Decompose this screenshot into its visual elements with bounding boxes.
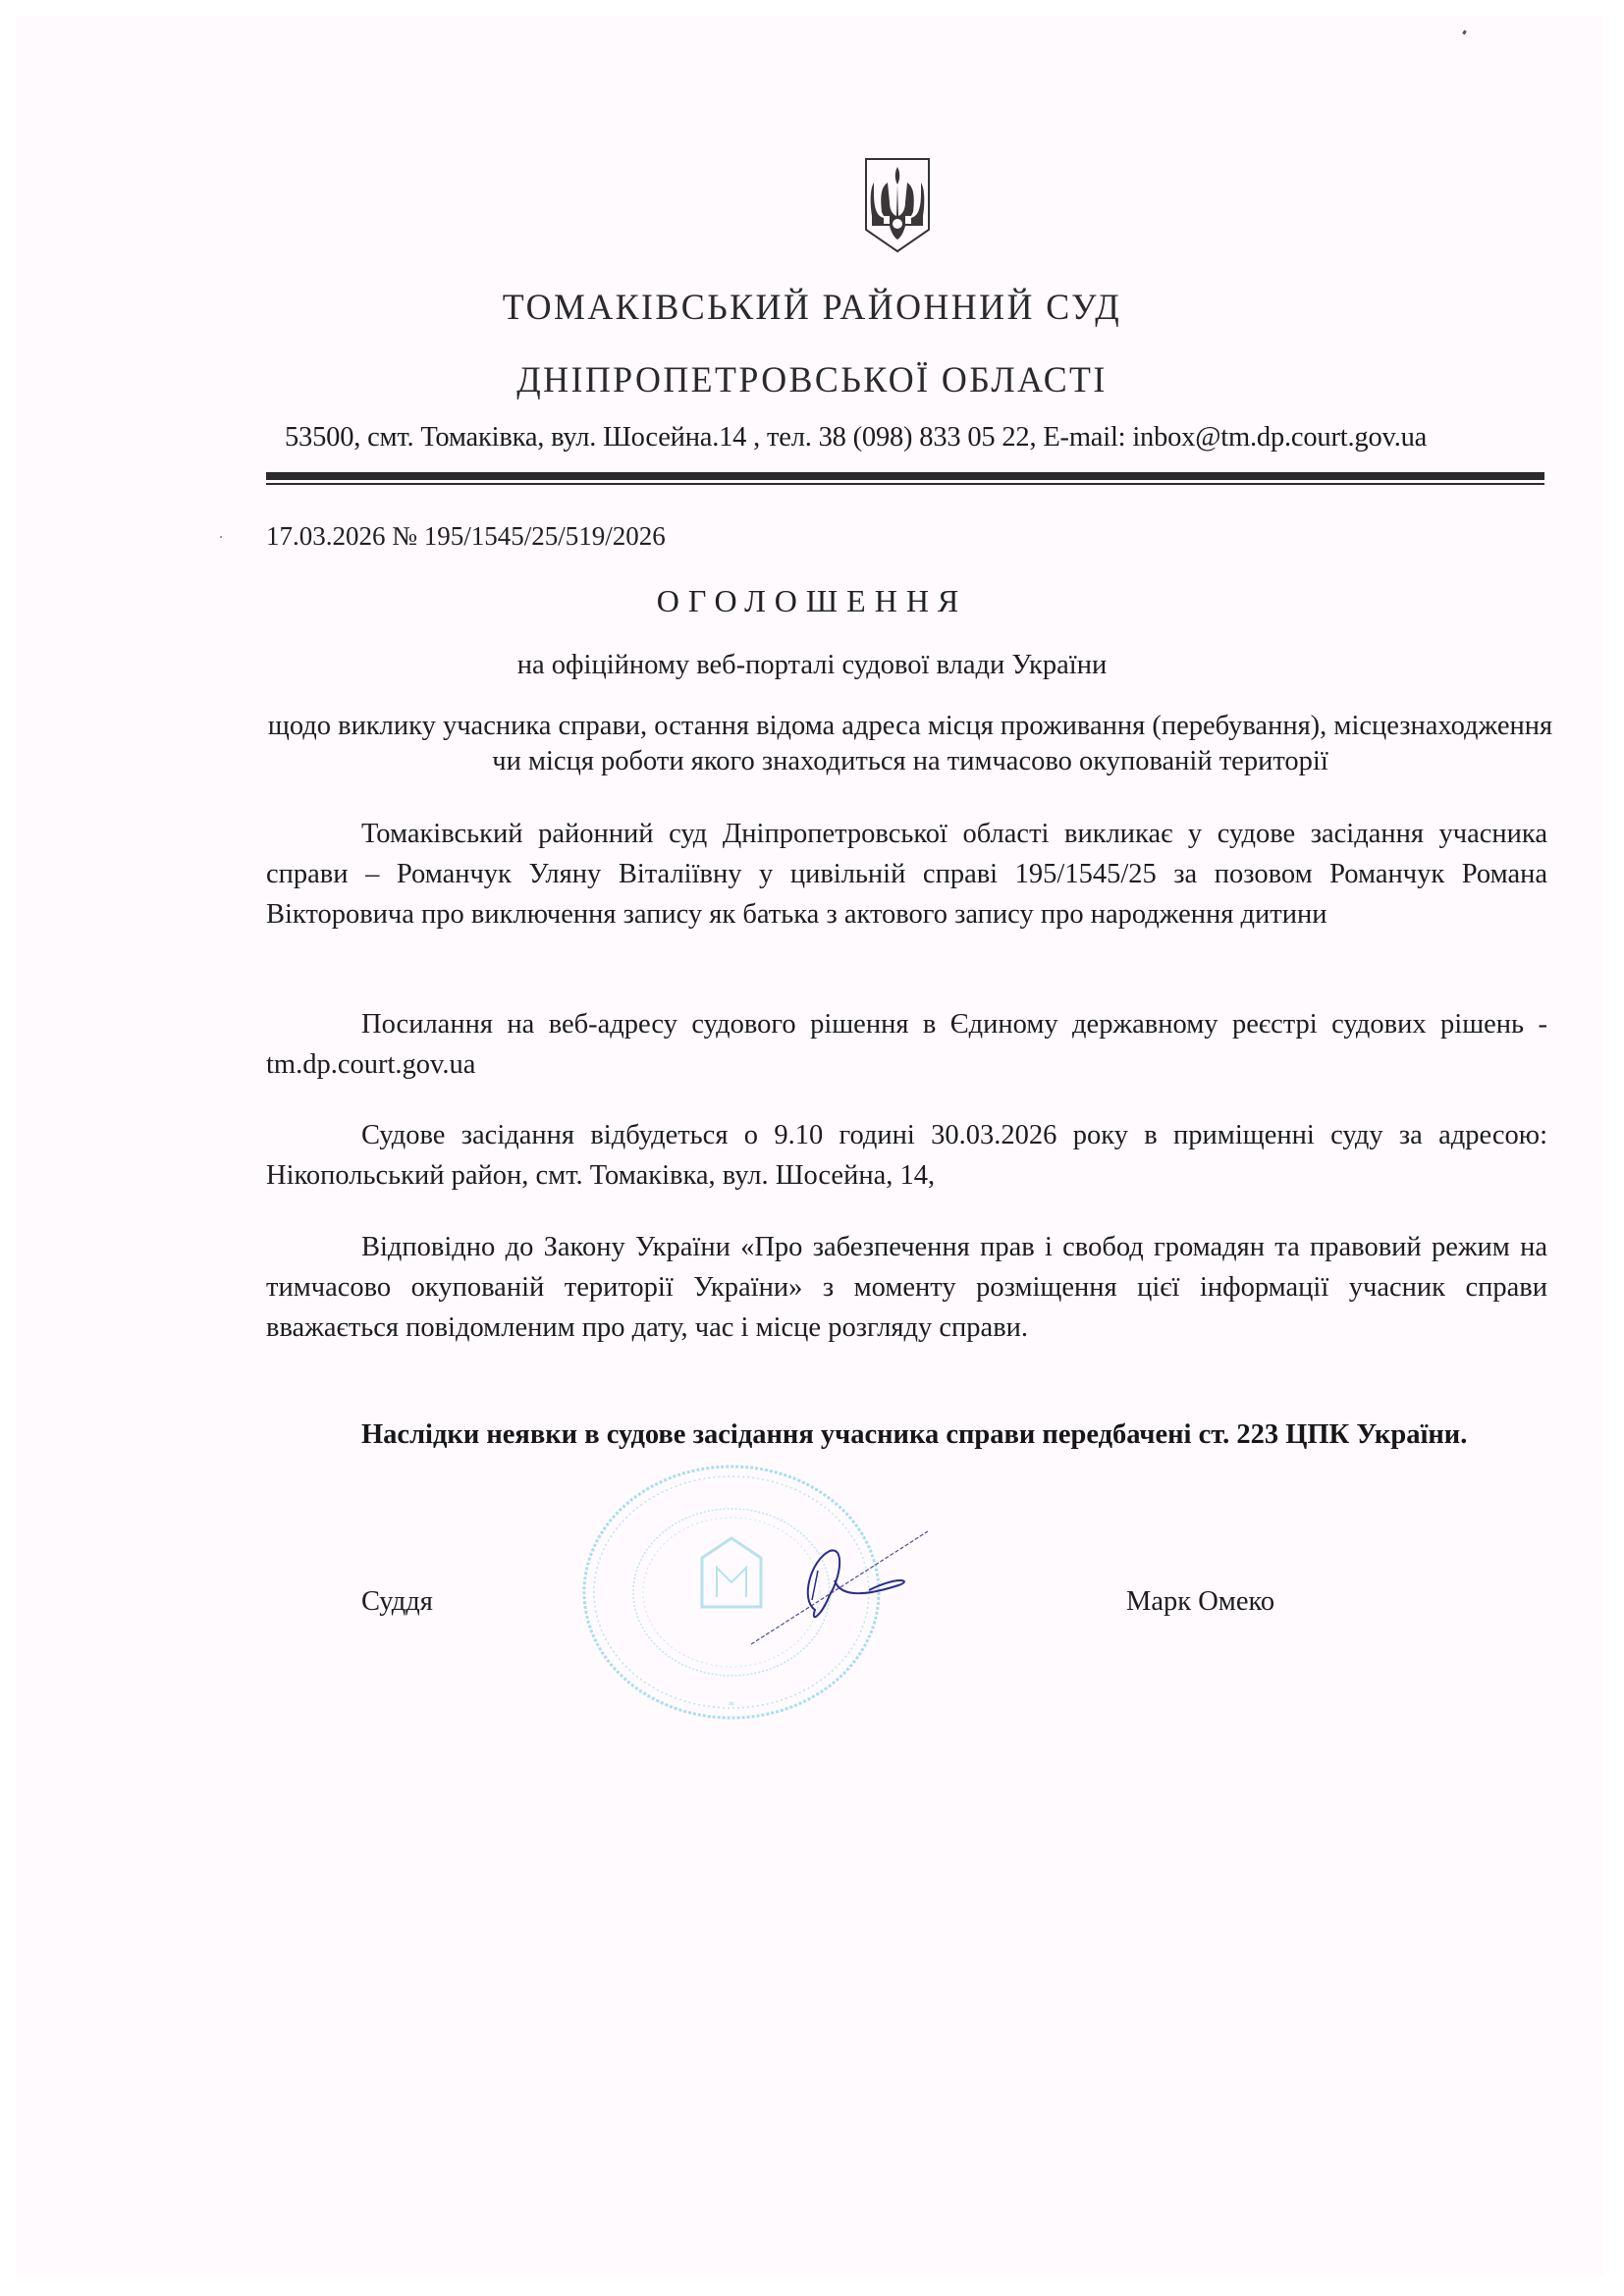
signatory-name: Марк Омеко	[1126, 1586, 1275, 1617]
ukraine-coat-of-arms-icon	[862, 155, 933, 255]
court-name-line1: ТОМАКІВСЬКИЙ РАЙОННИЙ СУД	[502, 288, 1122, 328]
paragraph-summons: Томаківський районний суд Дніпропетровської області викликає у судове засідання учасника справи – Романчук Уляну Віталіївну у цивільній справі 195/1545/25 за позовом Романчук Романа Вікторовича про виключення запису як батька з актового запису про народження дитини	[266, 819, 1547, 930]
header-divider-thick	[266, 472, 1544, 480]
court-contact-info: 53500, смт. Томаківка, вул. Шосейна.14 , тел. 38 (098) 833 05 22, E-mail: inbox@tm.dp.court.gov.ua	[285, 422, 1428, 453]
document-title: ОГОЛОШЕННЯ	[656, 583, 968, 618]
document-subject: щодо виклику учасника справи, остання відома адреса місця проживання (перебування), місцезнаходження чи місця роботи якого знаходиться на тимчасово окупованій території	[267, 711, 1553, 776]
document-subtitle: на офіційному веб-порталі судової влади України	[516, 650, 1108, 680]
svg-text:*: *	[728, 1699, 735, 1714]
header-divider-thin	[266, 483, 1544, 485]
scan-artifact	[220, 536, 222, 538]
court-name-line2: ДНІПРОПЕТРОВСЬКОЇ ОБЛАСТІ	[516, 360, 1108, 400]
paragraph-legal-basis: Відповідно до Закону України «Про забезпечення прав і свобод громадян та правовий режим на тимчасово окупованій території України» з моменту розміщення цієї інформації учасник справи вважається повідомленим про дату, час і місце розгляду справи.	[266, 1232, 1547, 1343]
paragraph-hearing-time: Судове засідання відбудеться о 9.10 годині 30.03.2026 року в приміщенні суду за адресою: Нікопольський район, смт. Томаківка, вул. Шосейна, 14,	[266, 1120, 1547, 1191]
handwritten-signature-icon	[731, 1522, 938, 1659]
paragraph-registry-link: Посилання на веб-адресу судового рішення в Єдиному державному реєстрі судових рішень - tm.dp.court.gov.ua	[266, 1009, 1547, 1080]
paragraph-consequences: Наслідки неявки в судове засідання учасника справи передбачені ст. 223 ЦПК України.	[361, 1419, 1468, 1450]
signatory-role: Суддя	[361, 1586, 433, 1617]
document-reference: 17.03.2026 № 195/1545/25/519/2026	[266, 521, 666, 551]
